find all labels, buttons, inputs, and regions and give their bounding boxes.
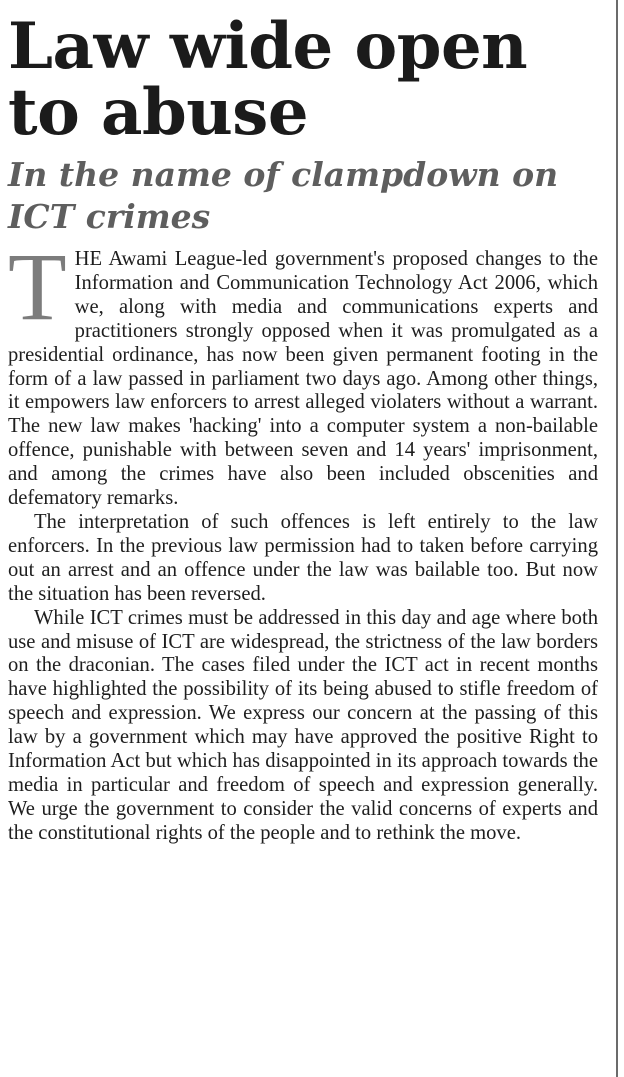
subheadline-line-1: In the name of clampdown on xyxy=(8,155,559,194)
subheadline xyxy=(8,154,598,238)
paragraph-3: While ICT crimes must be addressed in this day and age where both use and misuse of ICT are widespread, the strictness of the law borders on the draconian. The cases filed under the ICT act in recent months have highlighted the possibility of its being abused to stifle freedom of speech and expression. We express our concern at the passing of this law by a government which may have approved the positive Right to Information Act but which has disappointed in its approach towards the media in particular and freedom of speech and expression generally. We urge the government to consider the valid concerns of experts and the constitutional rights of the people and to rethink the move. xyxy=(8,606,598,844)
paragraph-2: The interpretation of such offences is left entirely to the law enforcers. In the previous law permission had to taken before carrying out an arrest and an offence under the law was bailable too. But now the situation has been reversed. xyxy=(8,510,598,605)
subheadline-line-2: ICT crimes xyxy=(8,197,211,236)
article-body xyxy=(8,233,598,846)
paragraph-1-text: HE Awami League-led government's proposed changes to the Information and Communication Technology Act 2006, which we, along with media and communications experts and practitioners strongly opposed when it was promulgated as a presidential ordinance, has now been given permanent footing in the form of a law passed in parliament two days ago. Among other things, it empowers law enforcers to arrest alleged violaters without a warrant. The new law makes 'hacking' into a computer system a non-bailable offence, punishable with between seven and 14 years' imprisonment, and among the crimes have also been included obscenities and defematory remarks. xyxy=(8,248,598,510)
column-divider xyxy=(616,0,618,1077)
paragraph-1 xyxy=(8,233,598,511)
headline xyxy=(8,0,598,150)
drop-cap: T xyxy=(8,233,67,340)
headline-line-1: Law wide open xyxy=(8,9,528,84)
headline-line-2: to abuse xyxy=(8,75,309,150)
editorial-article xyxy=(8,0,598,846)
